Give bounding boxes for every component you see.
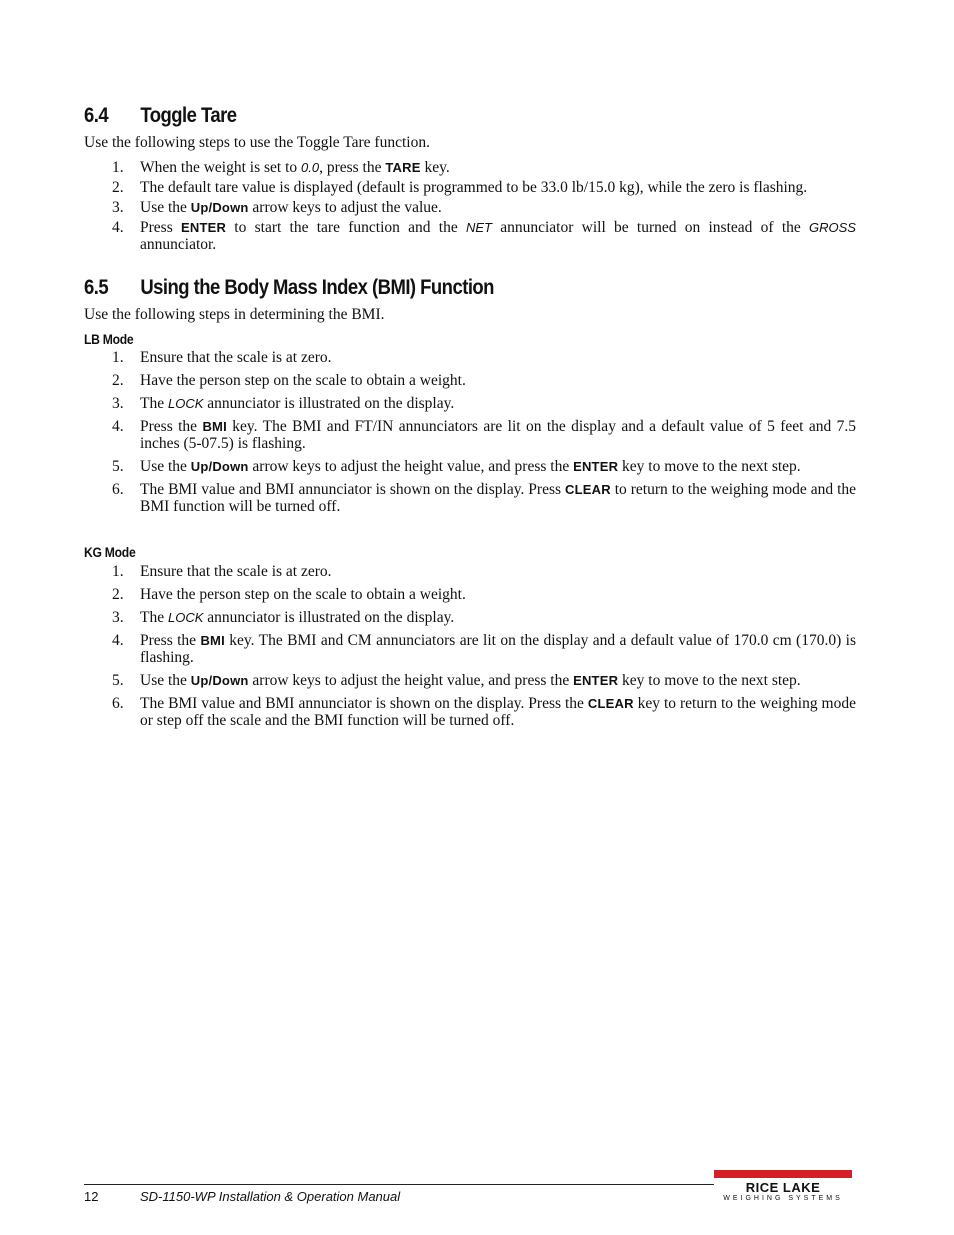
- subheading-lb-mode: LB Mode: [84, 332, 134, 347]
- section-title: Using the Body Mass Index (BMI) Function: [140, 276, 494, 299]
- step-number: 3.: [112, 609, 124, 626]
- step-text: to start the tare function and the: [226, 219, 466, 236]
- step-text: annunciator.: [140, 236, 217, 253]
- key-name: ENTER: [573, 673, 619, 688]
- step-number: 4.: [112, 219, 124, 236]
- steps-list: [84, 349, 856, 521]
- step-number: 2.: [112, 179, 124, 196]
- step-number: 4.: [112, 418, 124, 435]
- key-name: BMI: [200, 633, 225, 648]
- step-item: [84, 199, 856, 216]
- step-item: [84, 418, 856, 452]
- step-text: Have the person step on the scale to obtain a weight.: [140, 586, 466, 603]
- section-number: 6.4: [84, 104, 109, 127]
- key-name: TARE: [385, 160, 421, 175]
- step-text: arrow keys to adjust the value.: [248, 199, 442, 216]
- page-number: 12: [84, 1189, 99, 1204]
- step-number: 2.: [112, 586, 124, 603]
- step-item: [84, 179, 856, 196]
- step-number: 3.: [112, 199, 124, 216]
- step-text: The BMI value and BMI annunciator is shown on the display. Press the: [140, 695, 588, 712]
- step-item: [84, 586, 856, 603]
- steps-list: [84, 159, 856, 256]
- step-number: 6.: [112, 481, 124, 498]
- rice-lake-logo: [714, 1170, 852, 1206]
- key-name: Up/Down: [190, 673, 249, 688]
- step-text: The: [140, 609, 168, 626]
- section-number: 6.5: [84, 276, 109, 299]
- step-item: [84, 395, 856, 412]
- key-name: ENTER: [573, 459, 619, 474]
- step-number: 5.: [112, 672, 124, 689]
- step-item: [84, 672, 856, 689]
- step-text: Press the: [140, 632, 201, 649]
- step-number: 1.: [112, 563, 124, 580]
- key-name: CLEAR: [587, 696, 634, 711]
- step-text: Press the: [140, 418, 203, 435]
- step-text: Press: [140, 219, 181, 236]
- logo-bar: [714, 1170, 852, 1178]
- step-text: annunciator is illustrated on the display.: [203, 609, 455, 626]
- step-text: arrow keys to adjust the height value, and press the: [248, 458, 574, 475]
- step-item: [84, 632, 856, 666]
- key-name: BMI: [202, 419, 227, 434]
- step-item: [84, 609, 856, 626]
- step-text: key to move to the next step.: [618, 458, 801, 475]
- key-name: CLEAR: [565, 482, 611, 497]
- footer-rule: [84, 1184, 714, 1185]
- step-text: Ensure that the scale is at zero.: [140, 349, 332, 366]
- step-text: Use the: [140, 458, 191, 475]
- step-number: 6.: [112, 695, 124, 712]
- step-item: [84, 159, 856, 176]
- key-name: Up/Down: [190, 459, 249, 474]
- subheading-kg-mode: KG Mode: [84, 545, 136, 560]
- step-item: [84, 458, 856, 475]
- step-item: [84, 563, 856, 580]
- section-heading-6-5: [84, 276, 494, 300]
- step-number: 4.: [112, 632, 124, 649]
- step-text: When the weight is set to: [140, 159, 301, 176]
- section-heading-6-4: [84, 104, 237, 128]
- step-text: arrow keys to adjust the height value, and press the: [248, 672, 574, 689]
- step-text: Ensure that the scale is at zero.: [140, 563, 332, 580]
- step-item: [84, 349, 856, 366]
- step-text: to return to the weighing mode and the BMI function will be turned off.: [140, 481, 857, 515]
- section-intro: Use the following steps in determining the BMI.: [84, 306, 385, 323]
- step-item: [84, 372, 856, 389]
- step-text: key.: [420, 159, 450, 176]
- step-item: [84, 481, 856, 515]
- step-item: [84, 695, 856, 729]
- step-text: annunciator is illustrated on the display.: [203, 395, 455, 412]
- manual-title: SD-1150-WP Installation & Operation Manual: [140, 1189, 401, 1204]
- step-text: The BMI value and BMI annunciator is shown on the display. Press: [140, 481, 565, 498]
- step-text: The default tare value is displayed (default is programmed to be 33.0 lb/15.0 kg), while the zero is flashing.: [140, 179, 808, 196]
- step-text: , press the: [319, 159, 386, 176]
- step-text: key to move to the next step.: [618, 672, 801, 689]
- step-number: 5.: [112, 458, 124, 475]
- annunciator-name: GROSS: [809, 220, 856, 235]
- step-text: key to return to the weighing mode or step off the scale and the BMI function will be turned off.: [140, 695, 856, 729]
- step-text: key. The BMI and CM annunciators are lit on the display and a default value of 170.0 cm (170.0) is flashing.: [140, 632, 856, 666]
- step-item: [84, 219, 856, 253]
- section-intro: Use the following steps to use the Toggle Tare function.: [84, 134, 430, 151]
- steps-list: [84, 563, 856, 735]
- annunciator-name: 0.0: [301, 160, 320, 175]
- step-number: 2.: [112, 372, 124, 389]
- step-number: 1.: [112, 159, 124, 176]
- step-text: annunciator will be turned on instead of the: [491, 219, 810, 236]
- step-text: key. The BMI and FT/IN annunciators are lit on the display and a default value of 5 feet and 7.5 inches (5-07.5) is flashing.: [140, 418, 856, 452]
- key-name: Up/Down: [190, 200, 249, 215]
- section-title: Toggle Tare: [140, 104, 237, 127]
- step-text: Have the person step on the scale to obtain a weight.: [140, 372, 466, 389]
- step-text: Use the: [140, 199, 191, 216]
- logo-tagline: WEIGHING SYSTEMS: [723, 1195, 843, 1202]
- step-text: Use the: [140, 672, 191, 689]
- logo-name: RICE LAKE: [745, 1180, 821, 1195]
- key-name: ENTER: [180, 220, 227, 235]
- annunciator-name: LOCK: [167, 396, 204, 411]
- step-number: 3.: [112, 395, 124, 412]
- step-number: 1.: [112, 349, 124, 366]
- step-text: The: [140, 395, 168, 412]
- annunciator-name: LOCK: [167, 610, 204, 625]
- annunciator-name: NET: [465, 220, 492, 235]
